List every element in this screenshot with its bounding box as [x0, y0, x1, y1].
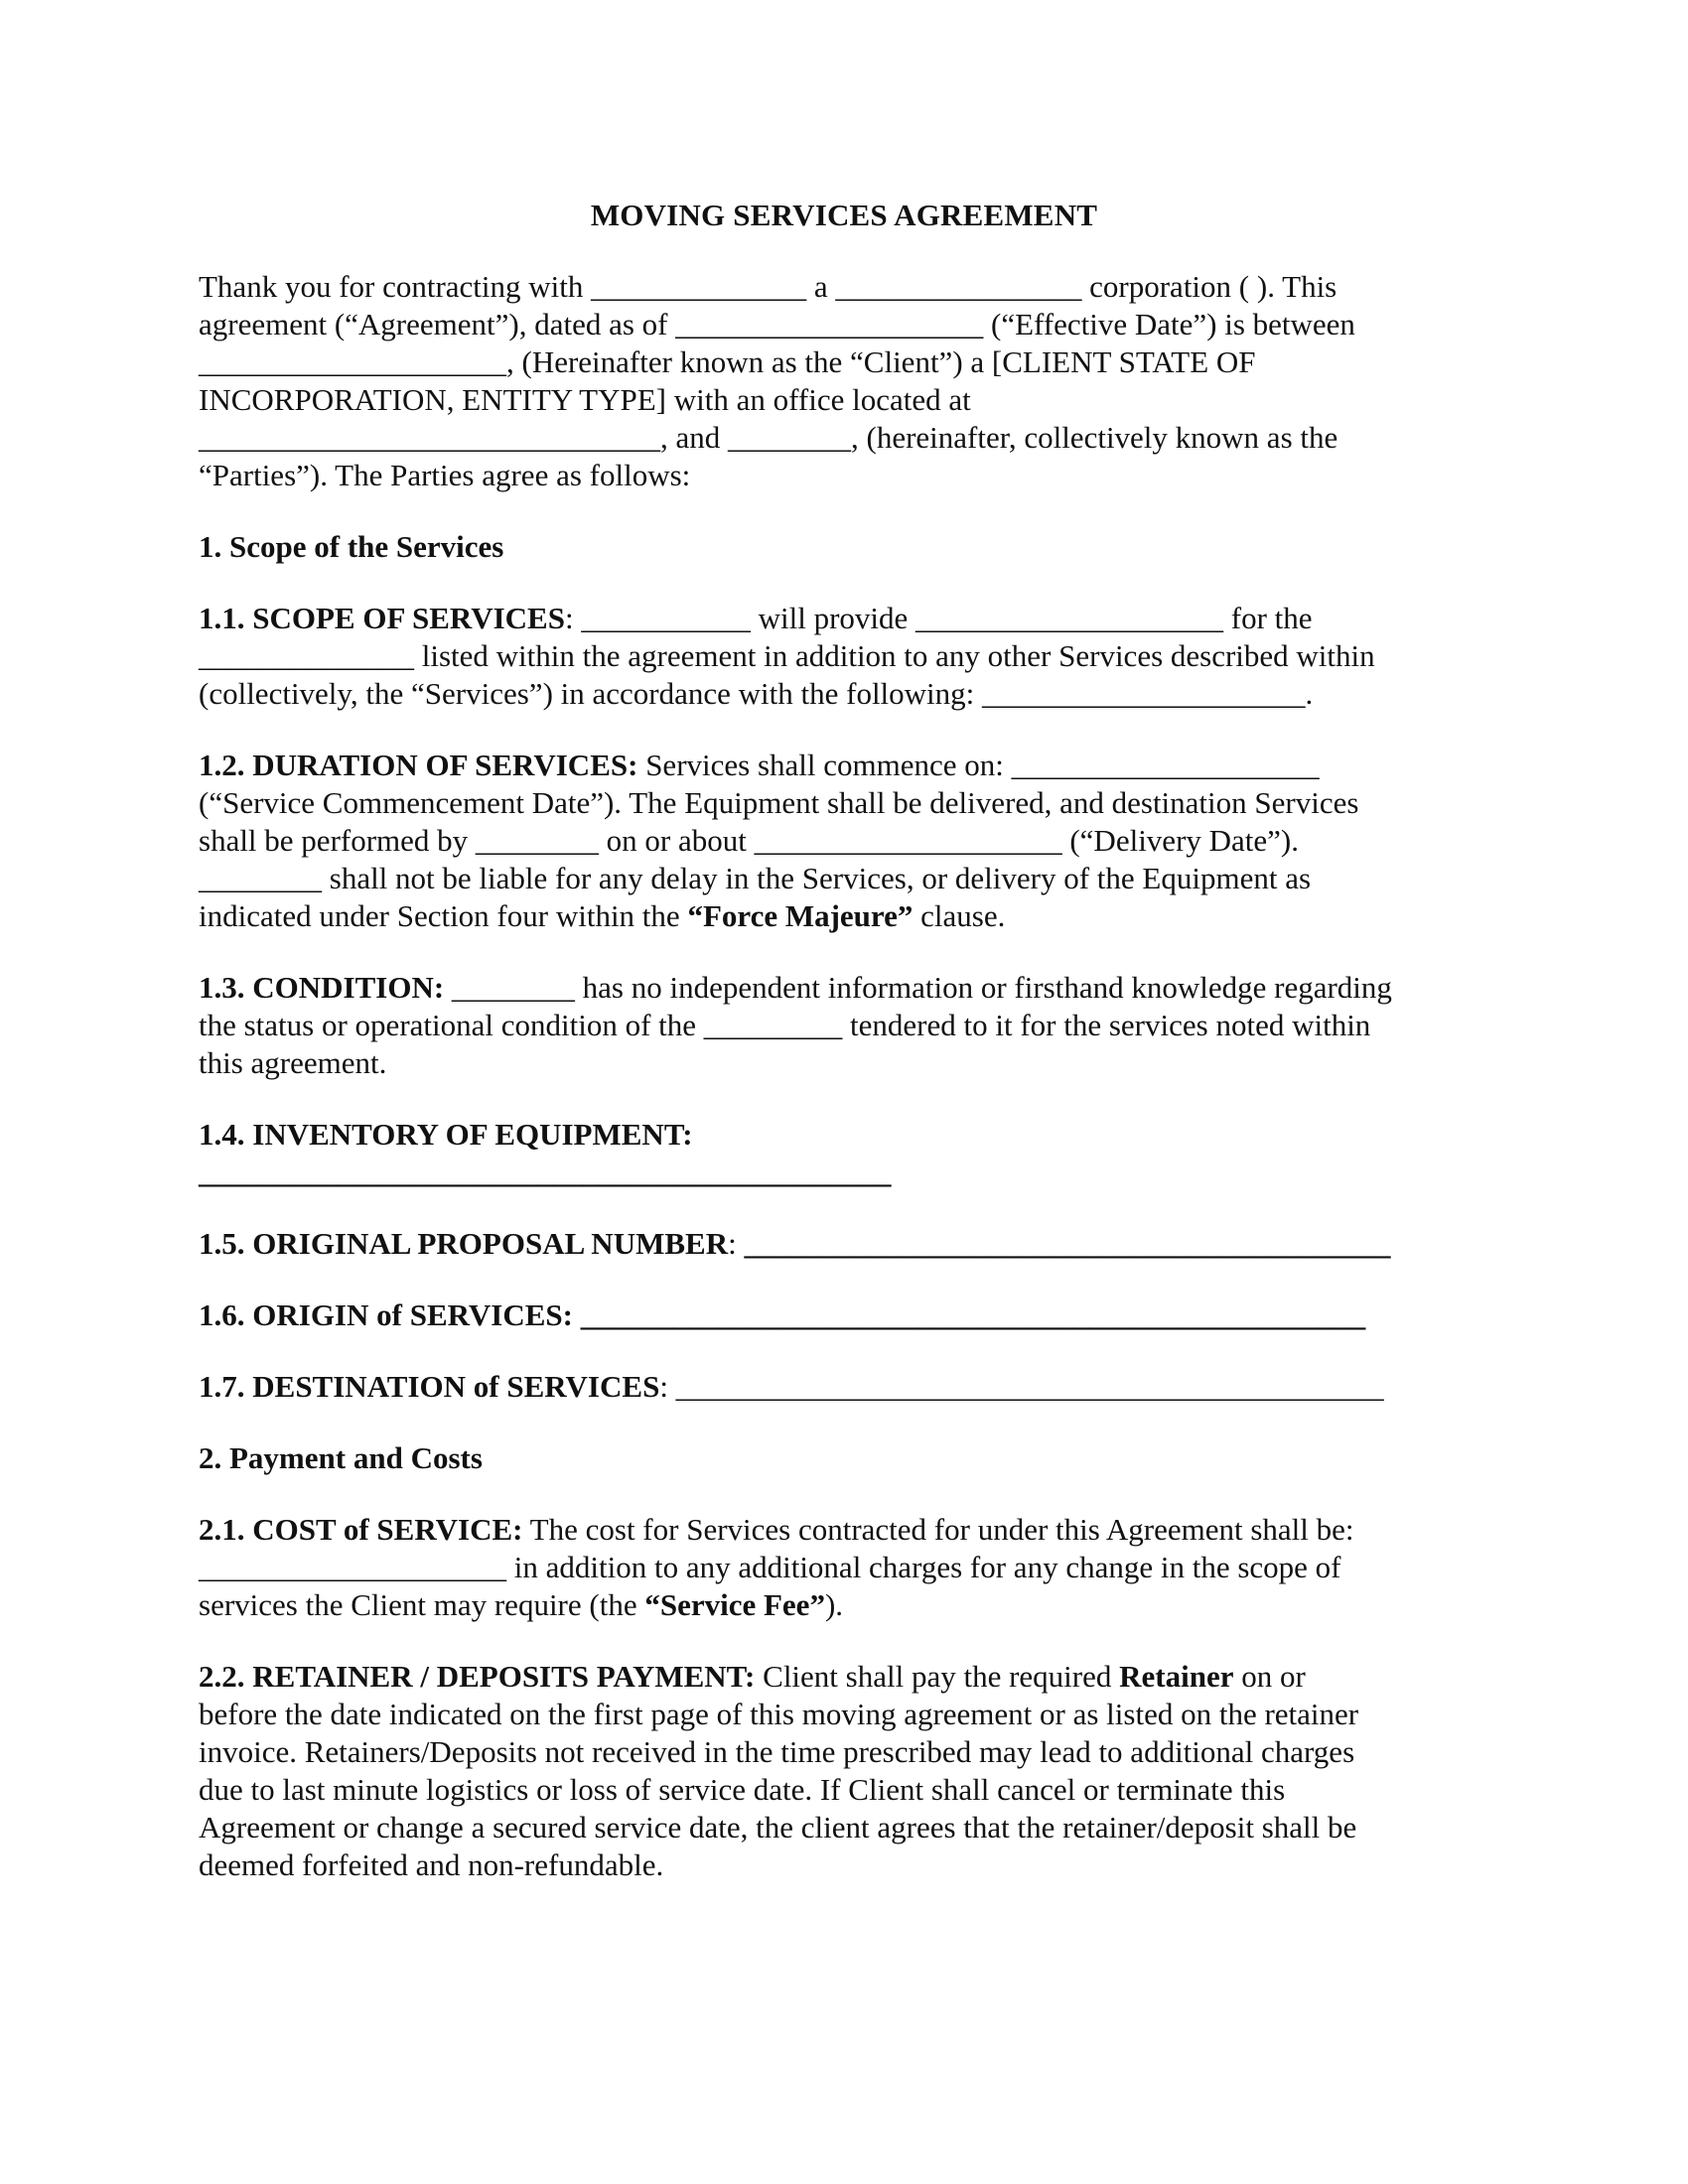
clause-text: on or — [1233, 1659, 1306, 1694]
clause-1-2-line: (“Service Commencement Date”). The Equipment shall be delivered, and destination Services — [199, 785, 1359, 820]
intro-line: ____________________, (Hereinafter known as the “Client”) a [CLIENT STATE OF — [199, 344, 1256, 379]
clause-text: services the Client may require (the — [199, 1587, 645, 1622]
section-heading: 1. Scope of the Services — [199, 529, 504, 564]
clause-text: The cost for Services contracted for under this Agreement shall be: — [522, 1512, 1354, 1547]
clause-1-6-line — [199, 1297, 1365, 1334]
clause-1-1-line: ______________ listed within the agreement in addition to any other Services described within — [199, 638, 1375, 673]
clause-2-1-line: ____________________ in addition to any additional charges for any change in the scope of — [199, 1550, 1341, 1584]
clause-1-2-line: shall be performed by ________ on or about ____________________ (“Delivery Date”). — [199, 823, 1299, 858]
intro-line: Thank you for contracting with ______________ a ________________ corporation ( ). This — [199, 269, 1337, 304]
clause-2-2-line: due to last minute logistics or loss of service date. If Client shall cancel or terminate this — [199, 1772, 1286, 1807]
clause-text: : ___________ will provide ____________________ for the — [564, 601, 1313, 635]
clause-label: 1.2. DURATION OF SERVICES: — [199, 748, 638, 782]
clause-1-2-line — [199, 897, 1005, 935]
intro-line: agreement (“Agreement”), dated as of ____________________ (“Effective Date”) is between — [199, 307, 1355, 341]
clause-text: Services shall commence on: ____________________ — [637, 748, 1320, 782]
proposal-number-blank: __________________________________________ — [744, 1226, 1391, 1261]
clause-1-2-line — [199, 747, 1320, 784]
clause-label: 2.2. RETAINER / DEPOSITS PAYMENT: — [199, 1659, 756, 1694]
clause-2-1-line — [199, 1511, 1354, 1549]
intro-line: INCORPORATION, ENTITY TYPE] with an office located at — [199, 382, 971, 417]
clause-text: ________ has no independent information or firsthand knowledge regarding — [444, 970, 1392, 1005]
clause-1-7-line — [199, 1368, 1384, 1406]
intro-line: ______________________________, and ________, (hereinafter, collectively known as the — [199, 420, 1338, 455]
clause-text: clause. — [913, 898, 1006, 933]
clause-text: ). — [824, 1587, 844, 1622]
clause-label: 2.1. COST of SERVICE: — [199, 1512, 523, 1547]
clause-label: 1.1. SCOPE OF SERVICES — [199, 601, 565, 635]
force-majeure-term: “Force Majeure” — [687, 898, 914, 933]
clause-2-2-line — [199, 1658, 1306, 1696]
clause-1-3-line — [199, 969, 1392, 1007]
clause-2-2-line: deemed forfeited and non-refundable. — [199, 1847, 664, 1882]
clause-2-2-line: before the date indicated on the first page of this moving agreement or as listed on the retainer — [199, 1697, 1359, 1731]
clause-1-5-line — [199, 1225, 1390, 1263]
inventory-blank: _____________________________________________ — [199, 1155, 892, 1189]
clause-2-2-line: Agreement or change a secured service date, the client agrees that the retainer/deposit shall be — [199, 1810, 1357, 1844]
destination-blank: : ______________________________________________ — [659, 1369, 1384, 1404]
document-title: MOVING SERVICES AGREEMENT — [590, 198, 1098, 232]
clause-label: 1.6. ORIGIN of SERVICES: — [199, 1297, 581, 1332]
clause-label: 1.7. DESTINATION of SERVICES — [199, 1369, 660, 1404]
clause-1-3-line: the status or operational condition of the _________ tendered to it for the services noted within — [199, 1008, 1371, 1042]
clause-1-1-line — [199, 600, 1313, 637]
clause-1-3-line: this agreement. — [199, 1045, 387, 1080]
clause-1-1-line: (collectively, the “Services”) in accordance with the following: _____________________. — [199, 676, 1314, 711]
section-heading: 2. Payment and Costs — [199, 1440, 483, 1475]
clause-text: Client shall pay the required — [755, 1659, 1120, 1694]
clause-1-4-label: 1.4. INVENTORY OF EQUIPMENT: — [199, 1117, 693, 1152]
clause-label: 1.5. ORIGINAL PROPOSAL NUMBER — [199, 1226, 729, 1261]
clause-colon: : — [728, 1226, 745, 1261]
clause-1-2-line: ________ shall not be liable for any delay in the Services, or delivery of the Equipment as — [199, 861, 1312, 895]
origin-blank: ___________________________________________________ — [580, 1297, 1366, 1332]
clause-text: indicated under Section four within the — [199, 898, 688, 933]
service-fee-term: “Service Fee” — [644, 1587, 825, 1622]
clause-2-1-line — [199, 1586, 843, 1624]
intro-line: “Parties”). The Parties agree as follows: — [199, 458, 691, 492]
clause-2-2-line: invoice. Retainers/Deposits not received in the time prescribed may lead to additional charges — [199, 1734, 1355, 1769]
clause-label: 1.3. CONDITION: — [199, 970, 445, 1005]
retainer-term: Retainer — [1119, 1659, 1234, 1694]
